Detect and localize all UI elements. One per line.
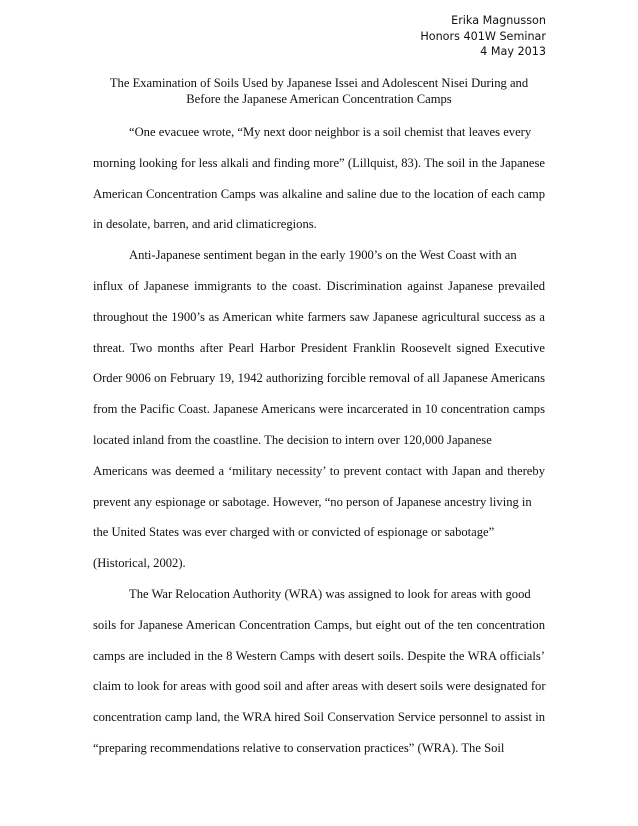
title-line-1: The Examination of Soils Used by Japanese Issei and Adolescent Nisei During and	[109, 76, 529, 90]
title-line-2: Before the Japanese American Concentration Camps	[186, 92, 452, 106]
body-line: the United States was ever charged with or convicted of espionage or sabotage”	[93, 525, 495, 540]
body-line: from the Pacific Coast. Japanese Americans were incarcerated in 10 concentration camps	[93, 402, 545, 417]
course-name: Honors 401W Seminar	[420, 29, 546, 43]
body-line: in desolate, barren, and arid climaticregions.	[93, 217, 317, 232]
document-body	[93, 121, 545, 768]
author-name: Erika Magnusson	[451, 14, 546, 27]
body-line: concentration camp land, the WRA hired Soil Conservation Service personnel to assist in	[93, 710, 545, 725]
body-line: located inland from the coastline. The decision to intern over 120,000 Japanese	[93, 432, 492, 447]
body-line: Order 9006 on February 19, 1942 authorizing forcible removal of all Japanese Americans	[93, 371, 545, 386]
body-line: Anti-Japanese sentiment began in the early 1900’s on the West Coast with an	[129, 248, 517, 263]
body-line: American Concentration Camps was alkaline and saline due to the location of each camp	[93, 186, 545, 201]
body-line: morning looking for less alkali and finding more” (Lillquist, 83). The soil in the Japanese	[93, 155, 545, 170]
body-line: “One evacuee wrote, “My next door neighbor is a soil chemist that leaves every	[129, 125, 532, 139]
document-date: 4 May 2013	[480, 45, 546, 58]
body-line: prevent any espionage or sabotage. However, “no person of Japanese ancestry living in	[93, 494, 532, 509]
body-line: The War Relocation Authority (WRA) was assigned to look for areas with good	[129, 586, 531, 601]
document-title	[90, 75, 548, 107]
body-line: threat. Two months after Pearl Harbor President Franklin Roosevelt signed Executive	[93, 340, 545, 355]
body-line: Americans was deemed a ‘military necessity’ to prevent contact with Japan and thereby	[93, 463, 545, 478]
body-line: soils for Japanese American Concentration Camps, but eight out of the ten concentration	[93, 617, 545, 632]
body-line: camps are included in the 8 Western Camps with desert soils. Despite the WRA officials’	[93, 648, 545, 663]
document-header	[420, 13, 546, 60]
body-line: “preparing recommendations relative to conservation practices” (WRA). The Soil	[93, 740, 505, 755]
body-line: influx of Japanese immigrants to the coast. Discrimination against Japanese prevailed	[93, 278, 545, 293]
body-line: (Historical, 2002).	[93, 556, 186, 571]
body-line: claim to look for areas with good soil and after areas with desert soils were designated for	[93, 679, 546, 694]
body-line: throughout the 1900’s as American white farmers saw Japanese agricultural success as a	[93, 309, 545, 324]
